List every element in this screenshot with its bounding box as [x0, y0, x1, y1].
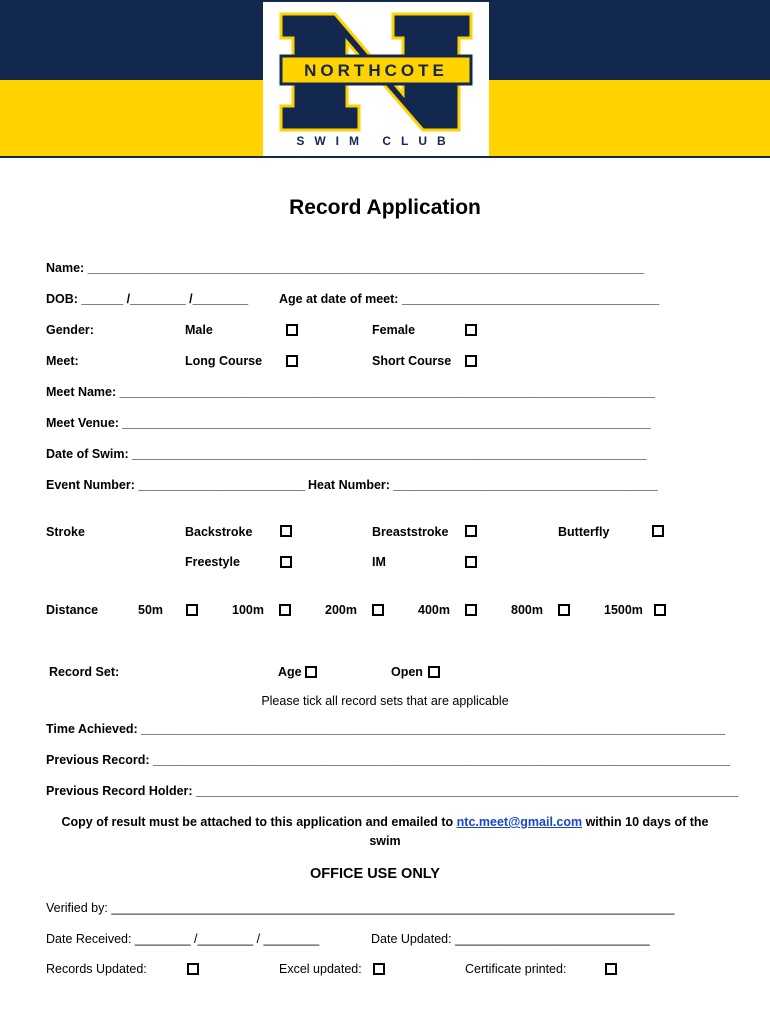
email-link[interactable]: ntc.meet@gmail.com	[456, 815, 583, 829]
date-of-swim-field[interactable]: Date of Swim: __________________________________________________________________________	[46, 447, 647, 461]
previous-record-holder-field[interactable]: Previous Record Holder: ______________________________________________________________________________	[46, 784, 739, 798]
name-field[interactable]: Name: ________________________________________________________________________________	[46, 261, 644, 275]
record-set-label: Record Set:	[49, 665, 120, 679]
certificate-printed-checkbox[interactable]	[605, 963, 617, 975]
notice-line-2: swim	[369, 834, 401, 848]
excel-updated-checkbox[interactable]	[373, 963, 385, 975]
freestyle-label: Freestyle	[185, 555, 240, 569]
stroke-label: Stroke	[46, 525, 85, 539]
distance-800m-label: 800m	[511, 603, 543, 617]
butterfly-checkbox[interactable]	[652, 525, 664, 537]
distance-1500m-label: 1500m	[604, 603, 643, 617]
verified-by-field[interactable]: Verified by: _________________________________________________________________________________	[46, 901, 675, 915]
records-updated-checkbox[interactable]	[187, 963, 199, 975]
header-divider	[0, 156, 770, 158]
butterfly-label: Butterfly	[558, 525, 610, 539]
logo-bottom-text: SWIM CLUB	[296, 134, 456, 148]
gender-label: Gender:	[46, 323, 94, 337]
excel-updated-label: Excel updated:	[279, 962, 362, 976]
long-course-label: Long Course	[185, 354, 263, 368]
short-course-label: Short Course	[372, 354, 452, 368]
age-record-checkbox[interactable]	[305, 666, 317, 678]
meet-label: Meet:	[46, 354, 79, 368]
backstroke-label: Backstroke	[185, 525, 253, 539]
date-updated-field[interactable]: Date Updated: ____________________________	[371, 932, 650, 946]
breaststroke-checkbox[interactable]	[465, 525, 477, 537]
time-achieved-field[interactable]: Time Achieved: ____________________________________________________________________________________	[46, 722, 726, 736]
distance-1500m-checkbox[interactable]	[654, 604, 666, 616]
breaststroke-label: Breaststroke	[372, 525, 449, 539]
meet-venue-field[interactable]: Meet Venue: ____________________________________________________________________________	[46, 416, 651, 430]
event-number-field[interactable]: Event Number: ________________________	[46, 478, 306, 492]
im-checkbox[interactable]	[465, 556, 477, 568]
distance-50m-checkbox[interactable]	[186, 604, 198, 616]
male-label: Male	[185, 323, 213, 337]
date-received-field[interactable]: Date Received: ________ /________ / ________	[46, 932, 320, 946]
distance-100m-label: 100m	[232, 603, 264, 617]
long-course-checkbox[interactable]	[286, 355, 298, 367]
submission-notice	[0, 815, 770, 829]
page-title: Record Application	[289, 196, 481, 219]
meet-name-field[interactable]: Meet Name: _____________________________________________________________________________	[46, 385, 655, 399]
distance-400m-checkbox[interactable]	[465, 604, 477, 616]
open-record-label: Open	[391, 665, 423, 679]
open-record-checkbox[interactable]	[428, 666, 440, 678]
backstroke-checkbox[interactable]	[280, 525, 292, 537]
distance-label: Distance	[46, 603, 99, 617]
distance-800m-checkbox[interactable]	[558, 604, 570, 616]
age-at-meet-field[interactable]: Age at date of meet: _____________________________________	[279, 292, 660, 306]
distance-200m-label: 200m	[325, 603, 357, 617]
records-updated-label: Records Updated:	[46, 962, 147, 976]
northcote-logo-icon	[263, 2, 489, 156]
record-set-note: Please tick all record sets that are applicable	[261, 694, 509, 708]
distance-100m-checkbox[interactable]	[279, 604, 291, 616]
office-use-heading: OFFICE USE ONLY	[310, 866, 440, 882]
distance-200m-checkbox[interactable]	[372, 604, 384, 616]
certificate-printed-label: Certificate printed:	[465, 962, 567, 976]
age-record-label: Age	[278, 665, 302, 679]
distance-400m-label: 400m	[418, 603, 450, 617]
distance-50m-label: 50m	[138, 603, 164, 617]
notice-text-before: Copy of result must be attached to this application and emailed to	[61, 815, 457, 829]
female-label: Female	[372, 323, 416, 337]
male-checkbox[interactable]	[286, 324, 298, 336]
heat-number-field[interactable]: Heat Number: ______________________________________	[308, 478, 658, 492]
im-label: IM	[372, 555, 386, 569]
female-checkbox[interactable]	[465, 324, 477, 336]
short-course-checkbox[interactable]	[465, 355, 477, 367]
notice-text-after: within 10 days of the	[582, 815, 709, 829]
previous-record-field[interactable]: Previous Record: ___________________________________________________________________________________	[46, 753, 730, 767]
freestyle-checkbox[interactable]	[280, 556, 292, 568]
club-logo	[263, 2, 489, 156]
logo-top-text: NORTHCOTE	[304, 61, 448, 80]
dob-field[interactable]: DOB: ______ /________ /________	[46, 292, 249, 306]
